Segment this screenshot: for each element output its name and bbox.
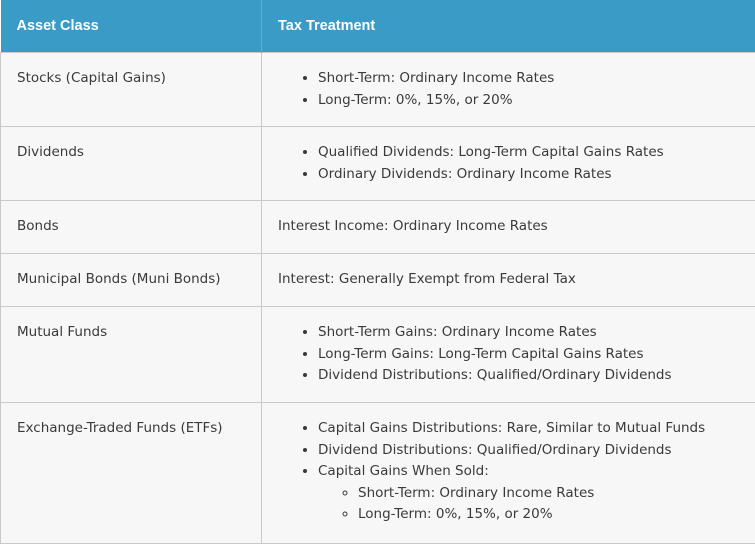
list-item: • Short-Term: Ordinary Income Rates [318,68,739,90]
table-row [1,201,755,254]
asset-class-cell: Exchange-Traded Funds (ETFs) [1,403,262,544]
treatment-list [278,68,739,111]
tax-treatment-cell [262,53,755,127]
table-row [1,403,755,544]
treatment-list [278,322,739,387]
list-item: • Long-Term Gains: Long-Term Capital Gains Rates [318,344,739,366]
tax-treatment-cell: Interest Income: Ordinary Income Rates [262,201,755,254]
asset-class-cell: Municipal Bonds (Muni Bonds) [1,254,262,307]
sub-list-item: ◦ Long-Term: 0%, 15%, or 20% [358,504,739,526]
list-item: • Long-Term: 0%, 15%, or 20% [318,90,739,112]
header-tax-treatment: Tax Treatment [262,0,755,53]
table-header-row [1,0,755,53]
list-item: • Ordinary Dividends: Ordinary Income Rates [318,164,739,186]
tax-treatment-cell [262,307,755,403]
sub-list-item: ◦ Short-Term: Ordinary Income Rates [358,483,739,505]
table-row [1,254,755,307]
treatment-list [278,418,739,526]
treatment-list [278,142,739,185]
list-item [318,461,739,526]
list-item: • Qualified Dividends: Long-Term Capital Gains Rates [318,142,739,164]
tax-treatment-cell [262,403,755,544]
table-row [1,307,755,403]
table-row [1,53,755,127]
list-item: • Dividend Distributions: Qualified/Ordinary Dividends [318,440,739,462]
list-item: • Capital Gains Distributions: Rare, Similar to Mutual Funds [318,418,739,440]
tax-treatment-cell [262,127,755,201]
asset-class-cell: Dividends [1,127,262,201]
asset-class-cell: Bonds [1,201,262,254]
list-item: • Short-Term Gains: Ordinary Income Rates [318,322,739,344]
asset-class-cell: Mutual Funds [1,307,262,403]
tax-treatment-cell: Interest: Generally Exempt from Federal Tax [262,254,755,307]
list-item-text: Capital Gains When Sold: [318,463,489,479]
asset-class-cell: Stocks (Capital Gains) [1,53,262,127]
treatment-sublist [318,483,739,526]
list-item: • Dividend Distributions: Qualified/Ordinary Dividends [318,365,739,387]
header-asset-class: Asset Class [1,0,262,53]
table-row [1,127,755,201]
